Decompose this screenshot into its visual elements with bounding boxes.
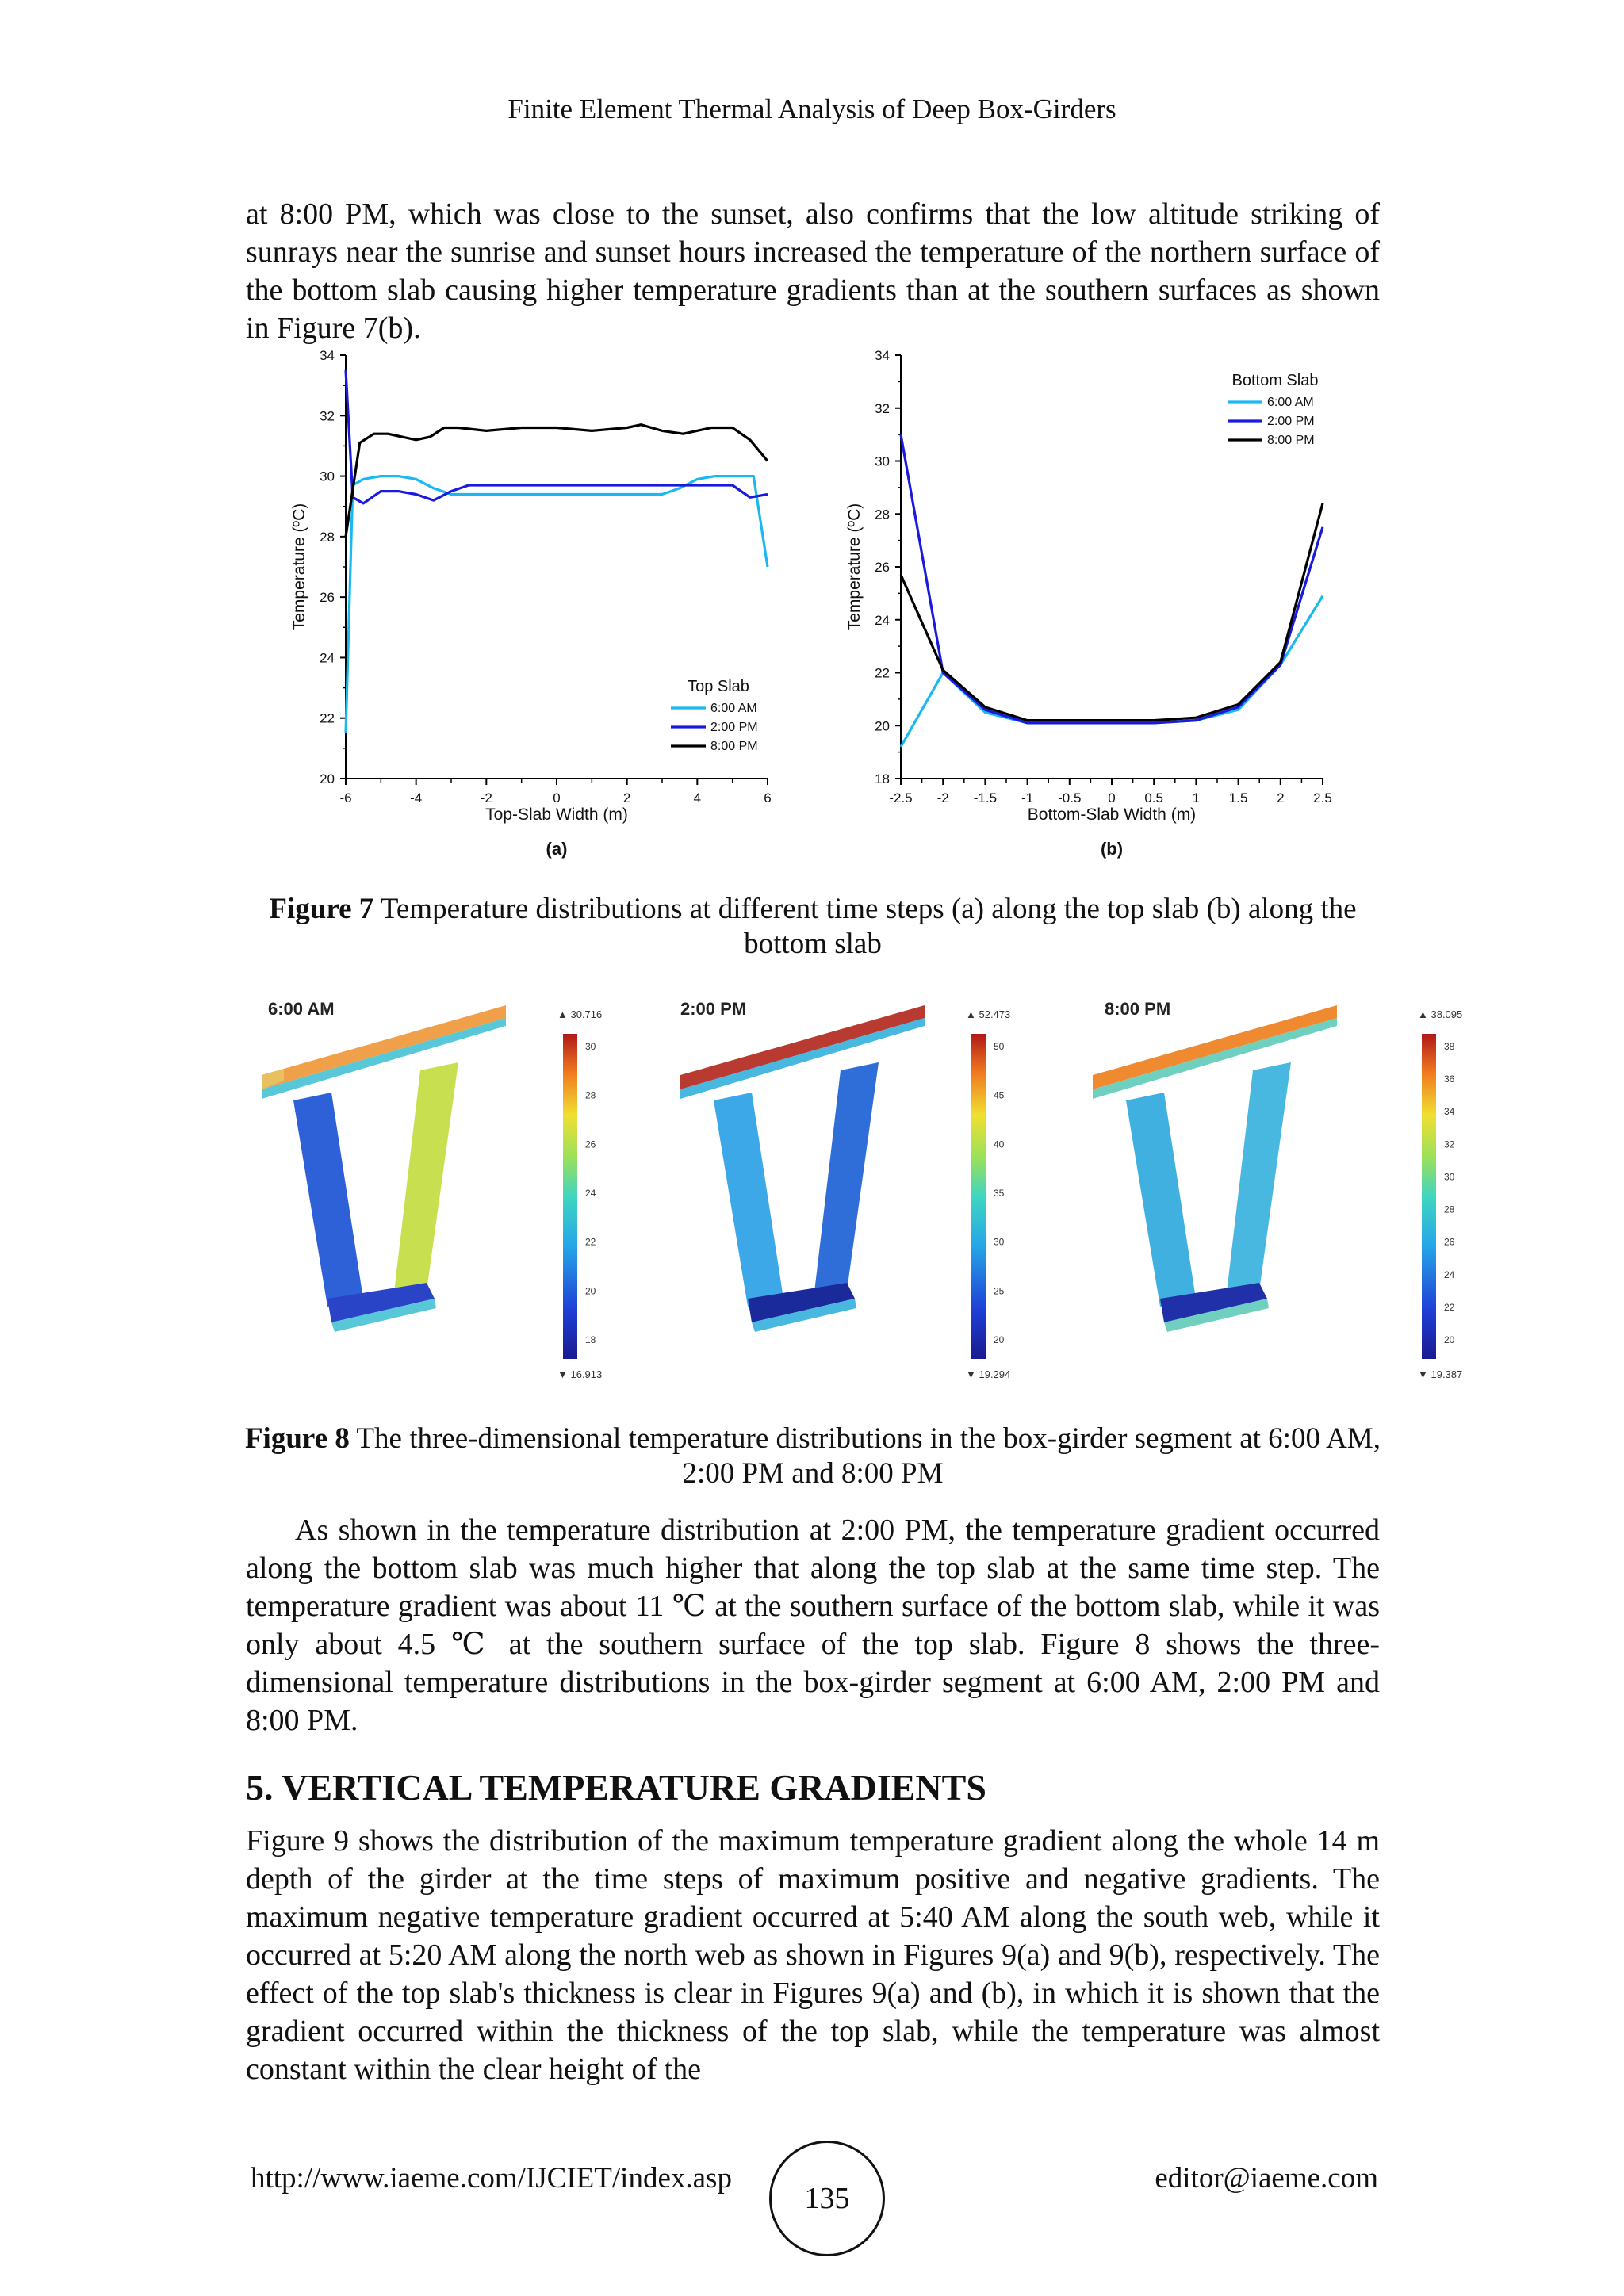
color-scale-bar bbox=[563, 1034, 577, 1359]
south-web bbox=[1226, 1062, 1291, 1299]
y-tick-label: 22 bbox=[875, 665, 890, 681]
color-scale-tick-label: 50 bbox=[994, 1041, 1005, 1052]
chart-a bbox=[290, 348, 772, 859]
color-scale-tick-label: 30 bbox=[994, 1236, 1005, 1248]
legend-entry: 2:00 PM bbox=[1267, 415, 1315, 428]
figure-8-panel-8pm bbox=[1093, 999, 1462, 1380]
legend-title: Top Slab bbox=[688, 678, 749, 695]
y-tick-label: 22 bbox=[320, 710, 335, 726]
figure-8-caption-label: Figure 8 bbox=[244, 1422, 350, 1455]
x-tick-label: -2 bbox=[936, 790, 949, 806]
color-scale-tick-label: 28 bbox=[585, 1089, 596, 1101]
color-scale-bar bbox=[971, 1034, 986, 1359]
north-web bbox=[1126, 1093, 1196, 1307]
series-line-200pm bbox=[346, 370, 768, 503]
color-scale-tick-label: 26 bbox=[585, 1138, 596, 1150]
south-web bbox=[393, 1062, 458, 1299]
color-scale-tick-label: 24 bbox=[1444, 1269, 1455, 1280]
color-scale-tick-label: 22 bbox=[1444, 1301, 1455, 1313]
x-tick-label: -2 bbox=[480, 790, 492, 806]
color-scale-tick-label: 20 bbox=[1444, 1334, 1455, 1345]
paragraph-3-text: Figure 9 shows the distribution of the maximum temperature gradient along the whole 14 m depth of the girder at the time steps of maximum positive and negative gradients. The maximum negative temperature gradient occurred at 5:40 AM along the south web, while it occurred at 5:20 AM along the north web as shown in Figures 9(a) and 9(b), respectively. The effect of the top slab's thickness is clear in Figures 9(a) and (b), in which it is shown that the gradient occurred within the thickness of the top slab, while the temperature was almost constant within the clear height of the bbox=[246, 1824, 1380, 2086]
panel-title: 2:00 PM bbox=[680, 999, 747, 1019]
x-tick-label: 6 bbox=[764, 790, 772, 806]
y-tick-label: 32 bbox=[875, 400, 890, 416]
x-tick-label: -2.5 bbox=[889, 790, 913, 806]
color-scale-tick-label: 25 bbox=[994, 1285, 1005, 1297]
y-tick-label: 28 bbox=[875, 507, 890, 522]
figure-8-caption-text: The three-dimensional temperature distributions in the box-girder segment at 6:00 AM, 2:00 PM and 8:00 PM bbox=[349, 1422, 1381, 1490]
section-heading: 5. VERTICAL TEMPERATURE GRADIENTS bbox=[246, 1767, 986, 1808]
top-slab-edge bbox=[262, 1018, 506, 1099]
color-scale-ticks bbox=[1444, 1041, 1455, 1345]
x-tick-label: -4 bbox=[410, 790, 423, 806]
color-scale-tick-label: 28 bbox=[1444, 1203, 1455, 1215]
x-tick-label: 0.5 bbox=[1144, 790, 1164, 806]
color-scale-tick-label: 45 bbox=[994, 1089, 1005, 1101]
figure-8 bbox=[252, 974, 1489, 1398]
color-scale-tick-label: 30 bbox=[585, 1041, 596, 1052]
color-scale-tick-label: 24 bbox=[585, 1188, 596, 1199]
color-scale-tick-label: 26 bbox=[1444, 1236, 1455, 1248]
color-scale-tick-label: 34 bbox=[1444, 1106, 1455, 1118]
x-tick-label: -6 bbox=[339, 790, 352, 806]
y-tick-label: 24 bbox=[320, 650, 335, 666]
color-scale-bar bbox=[1422, 1034, 1436, 1359]
figure-7-charts bbox=[0, 341, 1624, 872]
min-value: ▼ 19.294 bbox=[966, 1368, 1011, 1380]
x-tick-label: 2 bbox=[1277, 790, 1285, 806]
min-value: ▼ 19.387 bbox=[1418, 1368, 1463, 1380]
x-tick-label: -0.5 bbox=[1058, 790, 1082, 806]
x-tick-label: 2 bbox=[622, 790, 631, 806]
paragraph-1-text: at 8:00 PM, which was close to the sunset, also confirms that the low altitude striking of sunrays near the sunrise and sunset hours increased the temperature of the northern surface of the bottom slab causing higher temperature gradients than at the southern surfaces as shown in Figure 7(b). bbox=[246, 197, 1380, 345]
legend-entry: 2:00 PM bbox=[710, 721, 758, 734]
y-tick-label: 34 bbox=[875, 348, 890, 363]
x-tick-label: 2.5 bbox=[1313, 790, 1332, 806]
subfigure-label: (a) bbox=[546, 839, 568, 859]
north-web bbox=[714, 1093, 783, 1307]
color-scale-tick-label: 38 bbox=[1444, 1041, 1455, 1052]
subfigure-label: (b) bbox=[1100, 839, 1124, 859]
color-scale-tick-label: 22 bbox=[585, 1236, 596, 1248]
x-tick-label: -1.5 bbox=[973, 790, 998, 806]
figure-8-panel-2pm bbox=[680, 999, 1010, 1380]
page-number: 135 bbox=[769, 2141, 885, 2256]
color-scale-tick-label: 36 bbox=[1444, 1073, 1455, 1085]
north-web bbox=[293, 1093, 363, 1307]
panel-title: 8:00 PM bbox=[1105, 999, 1171, 1019]
x-tick-label: 4 bbox=[693, 790, 702, 806]
legend-entry: 8:00 PM bbox=[710, 740, 758, 753]
color-scale-ticks bbox=[994, 1041, 1005, 1345]
y-tick-label: 18 bbox=[875, 771, 890, 786]
top-slab-edge bbox=[1093, 1018, 1337, 1099]
paragraph-1 bbox=[246, 195, 1380, 347]
color-scale-tick-label: 40 bbox=[994, 1138, 1005, 1150]
series-line-200pm bbox=[901, 434, 1323, 723]
y-axis-label: Temperature (ºC) bbox=[845, 503, 864, 631]
color-scale-tick-label: 35 bbox=[994, 1188, 1005, 1199]
x-tick-label: 0 bbox=[553, 790, 561, 806]
x-axis-label: Top-Slab Width (m) bbox=[485, 806, 628, 824]
figure-7 bbox=[0, 341, 1624, 872]
y-tick-label: 32 bbox=[320, 408, 335, 424]
color-scale-tick-label: 20 bbox=[994, 1334, 1005, 1345]
y-tick-label: 26 bbox=[875, 560, 890, 575]
color-scale-tick-label: 32 bbox=[1444, 1138, 1455, 1150]
figure-8-image bbox=[252, 974, 1489, 1398]
max-value: ▲ 38.095 bbox=[1418, 1008, 1463, 1020]
top-slab-edge bbox=[680, 1018, 925, 1099]
series-line-800pm bbox=[346, 425, 768, 537]
chart-b bbox=[845, 348, 1332, 859]
paragraph-3 bbox=[246, 1822, 1380, 2088]
y-tick-label: 20 bbox=[875, 718, 890, 734]
x-tick-label: 1.5 bbox=[1228, 790, 1248, 806]
figure-7-caption-text: Temperature distributions at different time steps (a) along the top slab (b) along the bottom slab bbox=[373, 893, 1357, 960]
legend-entry: 6:00 AM bbox=[710, 702, 757, 715]
y-tick-label: 34 bbox=[320, 348, 335, 363]
legend-title: Bottom Slab bbox=[1231, 372, 1319, 389]
figure-7-caption bbox=[238, 892, 1388, 962]
y-axis-label: Temperature (ºC) bbox=[290, 503, 308, 631]
y-tick-label: 20 bbox=[320, 771, 335, 786]
color-scale-tick-label: 18 bbox=[585, 1334, 596, 1345]
y-tick-label: 30 bbox=[320, 469, 335, 484]
footer-url[interactable]: http://www.iaeme.com/IJCIET/index.asp bbox=[251, 2162, 732, 2195]
figure-7-caption-label: Figure 7 bbox=[269, 893, 374, 925]
max-value: ▲ 30.716 bbox=[557, 1008, 603, 1020]
y-tick-label: 26 bbox=[320, 590, 335, 606]
x-axis-label: Bottom-Slab Width (m) bbox=[1027, 806, 1197, 824]
paragraph-2 bbox=[246, 1511, 1380, 1739]
south-web bbox=[814, 1062, 879, 1299]
footer-email[interactable]: editor@iaeme.com bbox=[1155, 2162, 1378, 2195]
x-tick-label: 0 bbox=[1108, 790, 1116, 806]
running-header: Finite Element Thermal Analysis of Deep Box-Girders bbox=[508, 94, 1116, 124]
y-tick-label: 24 bbox=[875, 612, 890, 628]
x-tick-label: -1 bbox=[1021, 790, 1034, 806]
x-tick-label: 1 bbox=[1192, 790, 1201, 806]
legend-entry: 6:00 AM bbox=[1267, 396, 1314, 409]
panel-title: 6:00 AM bbox=[268, 999, 335, 1019]
paragraph-2-text: As shown in the temperature distribution at 2:00 PM, the temperature gradient occurred along the bottom slab was much higher that along the top slab at the same time step. The temperature gradient was about 11 ℃ at the southern surface of the bottom slab, while it was only about 4.5 ℃ at the southern surface of the top slab. Figure 8 shows the three-dimensional temperature distributions in the box-girder segment at 6:00 AM, 2:00 PM and 8:00 PM. bbox=[246, 1513, 1380, 1737]
max-value: ▲ 52.473 bbox=[966, 1008, 1011, 1020]
color-scale-tick-label: 20 bbox=[585, 1285, 596, 1297]
legend-entry: 8:00 PM bbox=[1267, 434, 1315, 447]
figure-8-panel-6am bbox=[262, 999, 602, 1380]
y-tick-label: 28 bbox=[320, 529, 335, 545]
color-scale-ticks bbox=[585, 1041, 596, 1345]
min-value: ▼ 16.913 bbox=[557, 1368, 603, 1380]
y-tick-label: 30 bbox=[875, 453, 890, 469]
figure-8-caption bbox=[238, 1422, 1388, 1491]
color-scale-tick-label: 30 bbox=[1444, 1171, 1455, 1183]
